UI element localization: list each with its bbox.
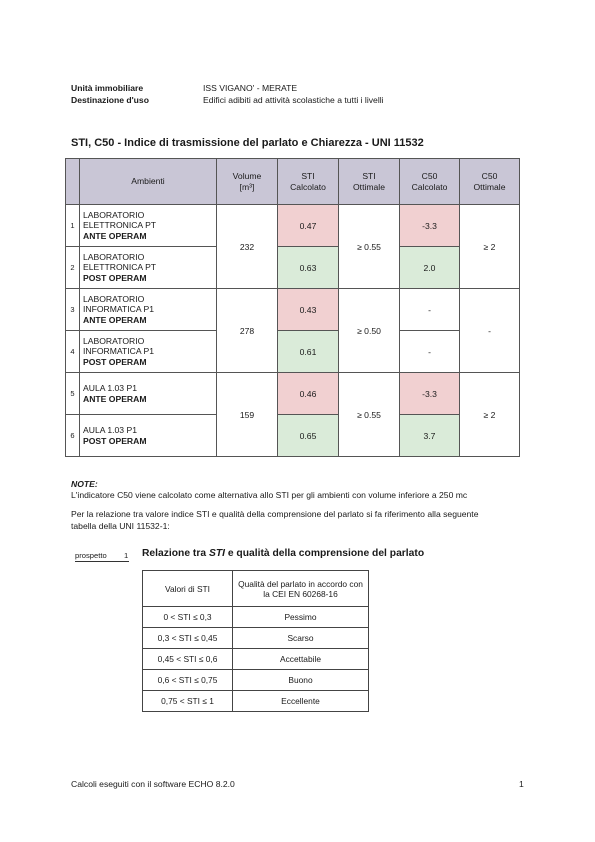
prospetto-col-quality [233,571,369,607]
speech-quality: Pessimo [233,607,369,628]
ambiente-line: INFORMATICA P1 [83,304,154,315]
prospetto-label: prospetto [75,551,107,560]
ambiente-line: ELETTRONICA PT [83,220,157,231]
table-row [66,289,520,331]
prospetto-title-part: e qualità della comprensione del parlato [224,548,425,559]
table-row [143,691,369,712]
ambiente-phase: ANTE OPERAM [83,230,147,241]
sti-calcolato-cell: 0.65 [278,415,339,457]
sti-c50-table [65,158,520,457]
header-sti-ott-line2: Ottimale [353,181,385,192]
header-volume-line1: Volume [232,170,262,181]
prospetto-title [142,548,424,559]
c50-calcolato-cell: -3.3 [400,205,460,247]
sti-ottimale-cell: ≥ 0.55 [339,205,400,289]
header-ambienti-text: Ambienti [131,176,165,186]
prospetto-title-part: Relazione tra [142,548,209,559]
speech-quality: Accettabile [233,649,369,670]
ambiente-line: AULA 1.03 P1 [83,425,137,435]
header-num [66,159,80,205]
ambiente-line: LABORATORIO [83,293,145,304]
header-sti-calc-line2: Calcolato [290,181,326,192]
ambiente-cell [80,247,217,289]
table-row [143,628,369,649]
ambiente-line: LABORATORIO [83,335,145,346]
sti-calcolato-cell: 0.47 [278,205,339,247]
header-sti-calc-line1: STI [301,170,315,181]
ambiente-cell [80,415,217,457]
header-c50-calcolato [400,159,460,205]
ambiente-line: ELETTRONICA PT [83,262,157,273]
ambiente-cell [80,205,217,247]
header-c50-ott-line1: C50 [481,170,498,181]
footer-software: Calcoli eseguiti con il software ECHO 8.2.0 [71,779,235,789]
sti-range: 0,3 < STI ≤ 0,45 [143,628,233,649]
use-value: Edifici adibiti ad attività scolastiche a tutti i livelli [203,95,384,105]
row-number: 4 [66,331,80,373]
row-number: 2 [66,247,80,289]
table-header-row [66,159,520,205]
sti-range: 0,45 < STI ≤ 0,6 [143,649,233,670]
sti-calcolato-cell: 0.63 [278,247,339,289]
sti-range: 0 < STI ≤ 0,3 [143,607,233,628]
ambiente-cell [80,289,217,331]
speech-quality: Scarso [233,628,369,649]
sti-calcolato-cell: 0.61 [278,331,339,373]
header-sti-ott-line1: STI [362,170,376,181]
table-row [143,607,369,628]
row-number: 5 [66,373,80,415]
ambiente-line: AULA 1.03 P1 [83,383,137,393]
sti-calcolato-cell: 0.43 [278,289,339,331]
header-ambienti [80,159,217,205]
header-volume-line2: [m³] [239,181,255,192]
prospetto-col-quality-line: Qualità del parlato in accordo con [238,578,363,589]
row-number: 1 [66,205,80,247]
c50-ottimale-cell: ≥ 2 [460,373,520,457]
header-c50-calc-line1: C50 [421,170,438,181]
header-c50-ott-line2: Ottimale [473,181,506,192]
speech-quality: Buono [233,670,369,691]
ambiente-line: INFORMATICA P1 [83,346,154,357]
row-number: 6 [66,415,80,457]
notes-line-relation-a: Per la relazione tra valore indice STI e qualità della comprensione del parlato si fa riferimento alla seguente [71,509,479,519]
ambiente-cell [80,331,217,373]
notes-heading: NOTE: [71,479,98,489]
table-row [66,247,520,289]
row-number: 3 [66,289,80,331]
sti-calcolato-cell: 0.46 [278,373,339,415]
table-row [66,205,520,247]
prospetto-underline [75,561,129,562]
c50-calcolato-cell: - [400,289,460,331]
prospetto-col-sti: Valori di STI [143,571,233,607]
ambiente-phase: POST OPERAM [83,356,147,367]
unit-label: Unità immobiliare [71,83,144,93]
ambiente-phase: ANTE OPERAM [83,393,147,404]
c50-ottimale-cell: ≥ 2 [460,205,520,289]
sti-range: 0,75 < STI ≤ 1 [143,691,233,712]
page-number: 1 [519,779,524,789]
table-row [66,331,520,373]
table-row [66,373,520,415]
ambiente-cell [80,373,217,415]
table-row [143,670,369,691]
notes-line-c50: L'indicatore C50 viene calcolato come alternativa allo STI per gli ambienti con volume inferiore a 250 mc [71,490,468,500]
c50-calcolato-cell: 3.7 [400,415,460,457]
prospetto-title-sti: STI [208,548,225,559]
page-title: STI, C50 - Indice di trasmissione del parlato e Chiarezza - UNI 11532 [71,137,424,149]
sti-ottimale-cell: ≥ 0.55 [339,373,400,457]
unit-value: ISS VIGANO' - MERATE [203,83,298,93]
ambiente-phase: ANTE OPERAM [83,314,147,325]
speech-quality: Eccellente [233,691,369,712]
table-row [66,415,520,457]
sti-range: 0,6 < STI ≤ 0,75 [143,670,233,691]
volume-cell: 159 [217,373,278,457]
c50-ottimale-cell: - [460,289,520,373]
header-c50-calc-line2: Calcolato [411,181,448,192]
ambiente-phase: POST OPERAM [83,272,147,283]
volume-cell: 232 [217,205,278,289]
use-label: Destinazione d'uso [71,95,149,105]
header-sti-calcolato [278,159,339,205]
header-volume [217,159,278,205]
header-c50-ottimale [460,159,520,205]
ambiente-line: LABORATORIO [83,251,145,262]
c50-calcolato-cell: - [400,331,460,373]
prospetto-header-row [143,571,369,607]
prospetto-col-quality-line: la CEI EN 60268-16 [263,588,338,599]
prospetto-number: 1 [124,551,129,560]
ambiente-phase: POST OPERAM [83,435,147,446]
c50-calcolato-cell: 2.0 [400,247,460,289]
c50-calcolato-cell: -3.3 [400,373,460,415]
ambiente-line: LABORATORIO [83,209,145,220]
table-row [143,649,369,670]
sti-ottimale-cell: ≥ 0.50 [339,289,400,373]
prospetto-table [142,570,369,712]
volume-cell: 278 [217,289,278,373]
notes-line-relation-b: tabella della UNI 11532-1: [71,521,170,531]
header-sti-ottimale [339,159,400,205]
